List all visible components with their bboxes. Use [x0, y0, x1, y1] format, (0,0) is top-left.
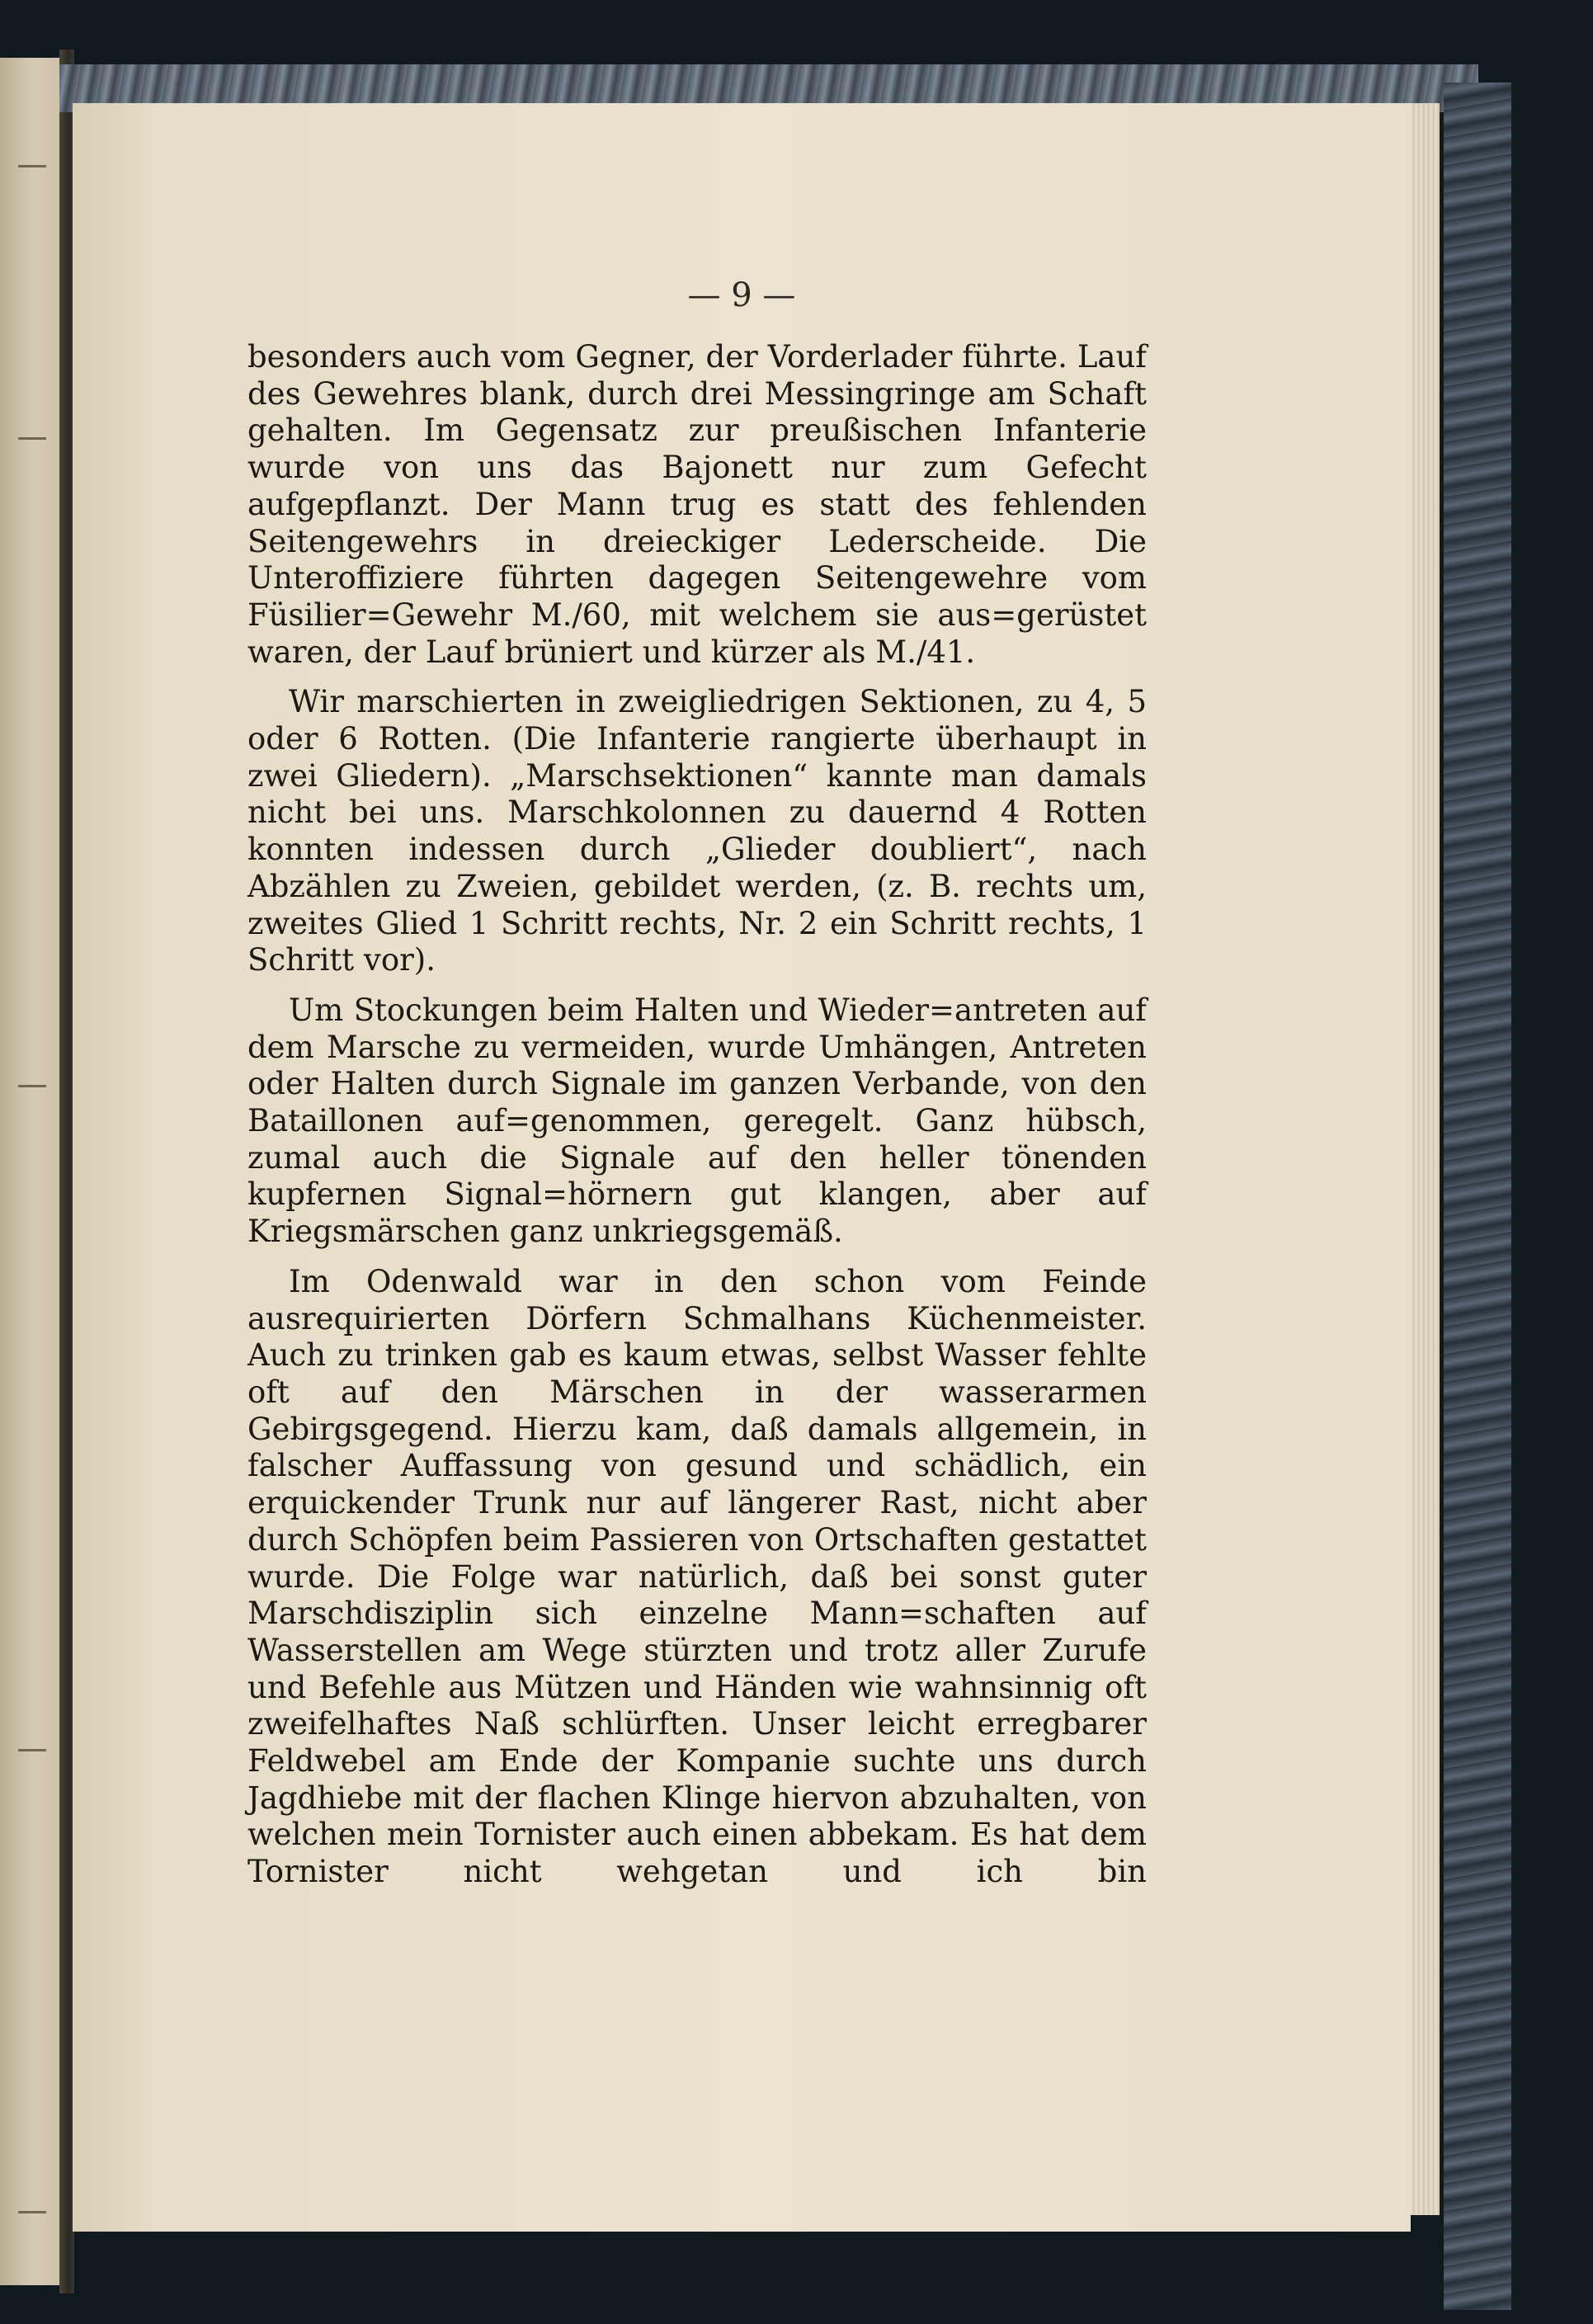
- paragraph: Im Odenwald war in den schon vom Feinde ausrequirierten Dörfern Schmalhans Küchenmeister. Auch zu trinken gab es kaum etwas, selbst Wasser fehlte oft auf den Märschen in der wasserarmen Gebirgsgegend. Hierzu kam, daß damals allgemein, in falscher Auffassung von gesund und schädlich, ein erquickender Trunk nur auf längerer Rast, nicht aber durch Schöpfen beim Passieren von Ortschaften gestattet wurde. Die Folge war natürlich, daß bei sonst guter Marschdisziplin sich einzelne Mann=schaften auf Wasserstellen am Wege stürzten und trotz aller Zurufe und Befehle aus Mützen und Händen wie wahnsinnig oft zweifelhaftes Naß schlürften. Unser leicht erregbarer Feldwebel am Ende der Kompanie suchte uns durch Jagdhiebe mit der flachen Klinge hiervon abzuhalten, von welchen mein Tornister auch einen abbekam. Es hat dem Tornister nicht wehgetan und ich bin: [247, 1263, 1147, 1890]
- paragraph: Wir marschierten in zweigliedrigen Sektionen, zu 4, 5 oder 6 Rotten. (Die Infanterie rangierte überhaupt in zwei Gliedern). „Marschsektionen“ kannte man damals nicht bei uns. Marschkolonnen zu dauernd 4 Rotten konnten indessen durch „Glieder doubliert“, nach Abzählen zu Zweien, gebildet werden, (z. B. rechts um, zweites Glied 1 Schritt rechts, Nr. 2 ein Schritt rechts, 1 Schritt vor).: [247, 684, 1147, 978]
- page-body-text: [247, 339, 1147, 1891]
- margin-mark: [18, 437, 46, 440]
- page-block-edges: [1407, 103, 1440, 2215]
- paragraph: Um Stockungen beim Halten und Wieder=antreten auf dem Marsche zu vermeiden, wurde Umhängen, Antreten oder Halten durch Signale im ganzen Verbande, von den Bataillonen auf=genommen, geregelt. Ganz hübsch, zumal auch die Signale auf den heller tönenden kupfernen Signal=hörnern gut klangen, aber auf Kriegsmärschen ganz unkriegsgemäß.: [247, 992, 1147, 1250]
- margin-mark: [18, 165, 46, 167]
- previous-page-edge: [0, 58, 59, 2285]
- paragraph: besonders auch vom Gegner, der Vorderlader führte. Lauf des Gewehres blank, durch drei Messingringe am Schaft gehalten. Im Gegensatz zur preußischen Infanterie wurde von uns das Bajonett nur zum Gefecht aufgepflanzt. Der Mann trug es statt des fehlenden Seitengewehrs in dreieckiger Lederscheide. Die Unteroffiziere führten dagegen Seitengewehre vom Füsilier=Gewehr M./60, mit welchem sie aus=gerüstet waren, der Lauf brüniert und kürzer als M./41.: [247, 339, 1147, 670]
- margin-mark: [18, 1749, 46, 1751]
- book-page: [73, 103, 1411, 2232]
- margin-mark: [18, 1085, 46, 1087]
- book-cover-right-edge: [1444, 82, 1511, 2310]
- page-number: — 9 —: [687, 276, 796, 314]
- margin-mark: [18, 2211, 46, 2213]
